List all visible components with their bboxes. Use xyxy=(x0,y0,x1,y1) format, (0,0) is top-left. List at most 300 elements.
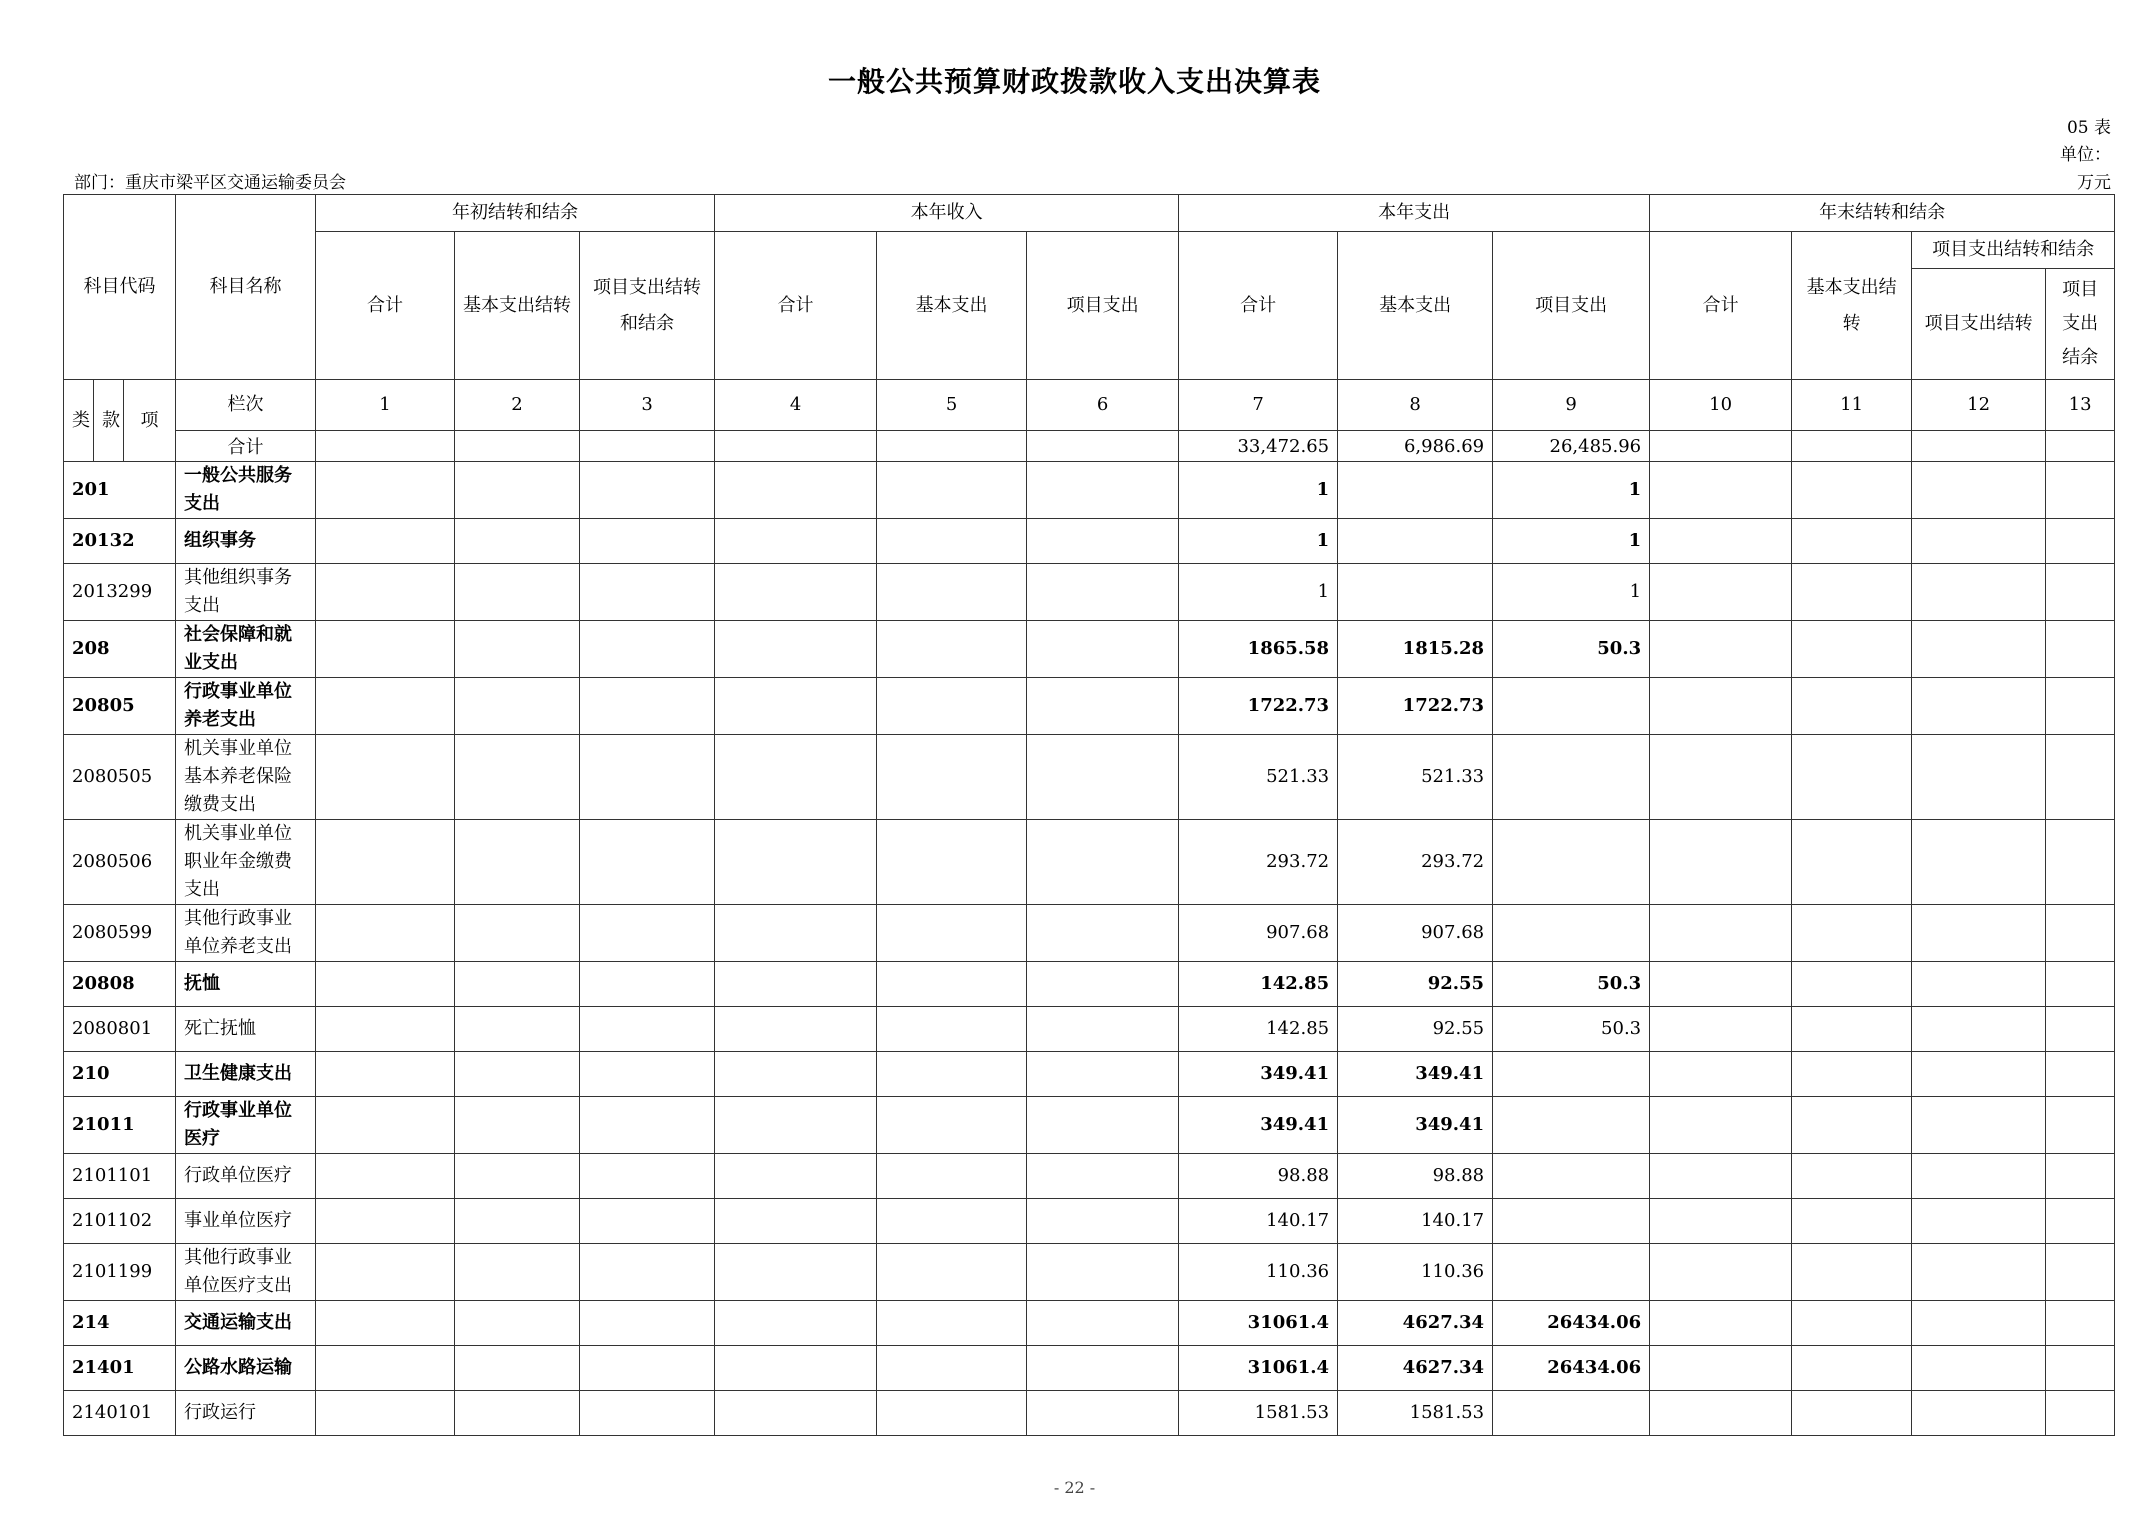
header-xiang: 项 xyxy=(124,380,176,462)
row-name: 交通运输支出 xyxy=(176,1301,316,1346)
empty-cell xyxy=(455,962,580,1007)
col-number: 2 xyxy=(455,380,580,431)
row-name: 公路水路运输 xyxy=(176,1346,316,1391)
row-code: 2101101 xyxy=(64,1154,176,1199)
empty-cell xyxy=(715,905,877,962)
row-c9 xyxy=(1493,1244,1650,1301)
header-group-expense: 本年支出 xyxy=(1179,195,1650,232)
table-row xyxy=(64,1007,2115,1052)
empty-cell xyxy=(1650,1007,1792,1052)
empty-cell xyxy=(316,1097,455,1154)
header-name: 科目名称 xyxy=(176,195,316,380)
row-name: 行政运行 xyxy=(176,1391,316,1436)
empty-cell xyxy=(877,1007,1027,1052)
empty-cell xyxy=(455,905,580,962)
empty-cell xyxy=(877,1244,1027,1301)
empty-cell xyxy=(1912,1007,2046,1052)
empty-cell xyxy=(316,1007,455,1052)
row-c8: 1815.28 xyxy=(1338,621,1493,678)
empty-cell xyxy=(455,735,580,820)
row-c7: 1722.73 xyxy=(1179,678,1338,735)
header-lei: 类 xyxy=(64,380,94,462)
empty-cell xyxy=(877,1097,1027,1154)
col-number: 11 xyxy=(1792,380,1912,431)
row-c9: 50.3 xyxy=(1493,962,1650,1007)
empty-cell xyxy=(877,1154,1027,1199)
empty-cell xyxy=(715,1301,877,1346)
empty-cell xyxy=(580,1007,715,1052)
row-code: 214 xyxy=(64,1301,176,1346)
empty-cell xyxy=(1912,1391,2046,1436)
header-group-begin: 年初结转和结余 xyxy=(316,195,715,232)
empty-cell xyxy=(1912,735,2046,820)
empty-cell xyxy=(715,820,877,905)
row-c9: 26434.06 xyxy=(1493,1301,1650,1346)
empty-cell xyxy=(1792,905,1912,962)
empty-cell xyxy=(715,1346,877,1391)
empty-cell xyxy=(877,1199,1027,1244)
empty-cell xyxy=(1650,905,1792,962)
table-row xyxy=(64,678,2115,735)
empty-cell xyxy=(2046,905,2115,962)
empty-cell xyxy=(715,519,877,564)
empty-cell xyxy=(1792,735,1912,820)
row-c9 xyxy=(1493,678,1650,735)
table-row xyxy=(64,735,2115,820)
col-number: 6 xyxy=(1027,380,1179,431)
empty-cell xyxy=(455,564,580,621)
empty-cell xyxy=(1650,1199,1792,1244)
empty-cell xyxy=(1792,678,1912,735)
table-row xyxy=(64,564,2115,621)
row-c8: 4627.34 xyxy=(1338,1301,1493,1346)
empty-cell xyxy=(877,1052,1027,1097)
empty-cell xyxy=(316,1244,455,1301)
empty-cell xyxy=(1650,1244,1792,1301)
row-code: 2080505 xyxy=(64,735,176,820)
row-c8 xyxy=(1338,519,1493,564)
empty-cell xyxy=(1650,462,1792,519)
empty-cell xyxy=(1912,621,2046,678)
empty-cell xyxy=(2046,1301,2115,1346)
header-begin-project-carry-balance: 项目支出结转和结余 xyxy=(580,232,715,380)
empty-cell xyxy=(1650,1154,1792,1199)
header-begin-basic-carry: 基本支出结转 xyxy=(455,232,580,380)
empty-cell xyxy=(1912,820,2046,905)
header-code: 科目代码 xyxy=(64,195,176,380)
row-c7: 349.41 xyxy=(1179,1097,1338,1154)
table-row xyxy=(64,1097,2115,1154)
empty-cell xyxy=(1792,1052,1912,1097)
row-c7: 1581.53 xyxy=(1179,1391,1338,1436)
empty-cell xyxy=(1792,820,1912,905)
empty-cell xyxy=(580,1301,715,1346)
empty-cell xyxy=(1912,1199,2046,1244)
empty-cell xyxy=(1792,462,1912,519)
row-name: 抚恤 xyxy=(176,962,316,1007)
empty-cell xyxy=(1027,519,1179,564)
header-end-basic-carry: 基本支出结转 xyxy=(1792,232,1912,380)
empty-cell xyxy=(316,1052,455,1097)
empty-cell xyxy=(2046,519,2115,564)
table-row xyxy=(64,820,2115,905)
empty-cell xyxy=(316,678,455,735)
empty-cell xyxy=(580,1199,715,1244)
empty-cell xyxy=(715,735,877,820)
empty-cell xyxy=(715,462,877,519)
budget-table xyxy=(63,194,2115,1436)
header-income-basic: 基本支出 xyxy=(877,232,1027,380)
total-expense-basic: 6,986.69 xyxy=(1338,431,1493,462)
row-code: 208 xyxy=(64,621,176,678)
department-label: 部门：重庆市梁平区交通运输委员会 xyxy=(74,173,346,193)
empty-cell xyxy=(1027,621,1179,678)
empty-cell xyxy=(455,1346,580,1391)
empty-cell xyxy=(455,519,580,564)
header-income-total: 合计 xyxy=(715,232,877,380)
empty-cell xyxy=(580,519,715,564)
empty-cell xyxy=(1027,1199,1179,1244)
row-code: 21011 xyxy=(64,1097,176,1154)
row-code: 21401 xyxy=(64,1346,176,1391)
empty-cell xyxy=(455,1244,580,1301)
table-row xyxy=(64,1301,2115,1346)
row-code: 2140101 xyxy=(64,1391,176,1436)
empty-cell xyxy=(580,1346,715,1391)
empty-cell xyxy=(2046,735,2115,820)
empty-cell xyxy=(455,1097,580,1154)
row-name: 行政事业单位养老支出 xyxy=(176,678,316,735)
col-number: 8 xyxy=(1338,380,1493,431)
empty-cell xyxy=(316,1346,455,1391)
empty-cell xyxy=(580,820,715,905)
empty-cell xyxy=(2046,1052,2115,1097)
empty-cell xyxy=(455,1391,580,1436)
empty-cell xyxy=(715,678,877,735)
empty-cell xyxy=(316,621,455,678)
empty-cell xyxy=(1912,1052,2046,1097)
empty-cell xyxy=(1912,519,2046,564)
empty-cell xyxy=(1650,1391,1792,1436)
header-expense-project: 项目支出 xyxy=(1493,232,1650,380)
table-row xyxy=(64,1346,2115,1391)
row-c7: 142.85 xyxy=(1179,962,1338,1007)
row-c7: 293.72 xyxy=(1179,820,1338,905)
empty-cell xyxy=(455,1052,580,1097)
header-income-project: 项目支出 xyxy=(1027,232,1179,380)
row-name: 卫生健康支出 xyxy=(176,1052,316,1097)
col-number: 4 xyxy=(715,380,877,431)
empty-cell xyxy=(1027,905,1179,962)
empty-cell xyxy=(1912,1301,2046,1346)
empty-cell xyxy=(1792,519,1912,564)
empty-cell xyxy=(877,519,1027,564)
empty-cell xyxy=(877,1346,1027,1391)
row-code: 210 xyxy=(64,1052,176,1097)
empty-cell xyxy=(1027,962,1179,1007)
empty-cell xyxy=(1792,1346,1912,1391)
empty-cell xyxy=(877,621,1027,678)
empty-cell xyxy=(715,1244,877,1301)
row-c7: 31061.4 xyxy=(1179,1301,1338,1346)
empty-cell xyxy=(580,1052,715,1097)
empty-cell xyxy=(1792,962,1912,1007)
row-c7: 31061.4 xyxy=(1179,1346,1338,1391)
empty-cell xyxy=(1027,820,1179,905)
empty-cell xyxy=(1912,462,2046,519)
row-code: 2101199 xyxy=(64,1244,176,1301)
row-name: 机关事业单位职业年金缴费支出 xyxy=(176,820,316,905)
empty-cell xyxy=(715,1199,877,1244)
row-c9: 50.3 xyxy=(1493,621,1650,678)
row-c9: 1 xyxy=(1493,564,1650,621)
row-name: 行政单位医疗 xyxy=(176,1154,316,1199)
empty-cell xyxy=(2046,564,2115,621)
empty-cell xyxy=(715,1052,877,1097)
row-c9 xyxy=(1493,820,1650,905)
row-c9 xyxy=(1493,1391,1650,1436)
col-number: 9 xyxy=(1493,380,1650,431)
row-name: 组织事务 xyxy=(176,519,316,564)
empty-cell xyxy=(316,1154,455,1199)
empty-cell xyxy=(1792,1097,1912,1154)
header-end-project-carry-group: 项目支出结转和结余 xyxy=(1912,232,2115,269)
empty-cell xyxy=(1912,1244,2046,1301)
empty-cell xyxy=(316,820,455,905)
empty-cell xyxy=(316,519,455,564)
row-code: 2080599 xyxy=(64,905,176,962)
empty-cell xyxy=(1792,1301,1912,1346)
row-c7: 349.41 xyxy=(1179,1052,1338,1097)
empty-cell xyxy=(1912,678,2046,735)
table-row xyxy=(64,962,2115,1007)
empty-cell xyxy=(580,905,715,962)
empty-cell xyxy=(580,735,715,820)
empty-cell xyxy=(715,1391,877,1436)
empty-cell xyxy=(2046,962,2115,1007)
row-c8 xyxy=(1338,564,1493,621)
header-begin-total: 合计 xyxy=(316,232,455,380)
empty-cell xyxy=(715,621,877,678)
header-end-project-carry: 项目支出结转 xyxy=(1912,269,2046,380)
empty-cell xyxy=(2046,1007,2115,1052)
row-c9 xyxy=(1493,1154,1650,1199)
empty-cell xyxy=(715,1154,877,1199)
row-code: 2080506 xyxy=(64,820,176,905)
row-c9: 50.3 xyxy=(1493,1007,1650,1052)
empty-cell xyxy=(580,678,715,735)
empty-cell xyxy=(877,462,1027,519)
empty-cell xyxy=(455,1007,580,1052)
empty-cell xyxy=(1027,1346,1179,1391)
row-c7: 1865.58 xyxy=(1179,621,1338,678)
row-c8: 92.55 xyxy=(1338,962,1493,1007)
empty-cell xyxy=(580,462,715,519)
table-row xyxy=(64,1052,2115,1097)
empty-cell xyxy=(2046,1097,2115,1154)
col-number: 12 xyxy=(1912,380,2046,431)
row-c7: 521.33 xyxy=(1179,735,1338,820)
row-c8: 521.33 xyxy=(1338,735,1493,820)
empty-cell xyxy=(1912,1154,2046,1199)
empty-cell xyxy=(2046,820,2115,905)
header-end-total: 合计 xyxy=(1650,232,1792,380)
empty-cell xyxy=(1792,564,1912,621)
table-row xyxy=(64,905,2115,962)
empty-cell xyxy=(1650,1301,1792,1346)
empty-cell xyxy=(455,621,580,678)
row-code: 2013299 xyxy=(64,564,176,621)
row-code: 20808 xyxy=(64,962,176,1007)
header-group-end: 年末结转和结余 xyxy=(1650,195,2115,232)
empty-cell xyxy=(2046,1244,2115,1301)
empty-cell xyxy=(877,564,1027,621)
empty-cell xyxy=(2046,1346,2115,1391)
empty-cell xyxy=(877,735,1027,820)
empty-cell xyxy=(2046,1154,2115,1199)
empty-cell xyxy=(1650,1097,1792,1154)
table-row xyxy=(64,1244,2115,1301)
empty-cell xyxy=(1650,564,1792,621)
total-expense-project: 26,485.96 xyxy=(1493,431,1650,462)
row-c9 xyxy=(1493,1199,1650,1244)
row-c8: 1722.73 xyxy=(1338,678,1493,735)
row-c7: 110.36 xyxy=(1179,1244,1338,1301)
row-name: 机关事业单位基本养老保险缴费支出 xyxy=(176,735,316,820)
unit-label: 单位： xyxy=(2060,145,2111,165)
empty-cell xyxy=(455,820,580,905)
row-name: 社会保障和就业支出 xyxy=(176,621,316,678)
page-title: 一般公共预算财政拨款收入支出决算表 xyxy=(827,65,1321,98)
empty-cell xyxy=(580,1391,715,1436)
row-c9: 1 xyxy=(1493,462,1650,519)
empty-cell xyxy=(580,1154,715,1199)
empty-cell xyxy=(877,1391,1027,1436)
empty-cell xyxy=(715,564,877,621)
row-c7: 140.17 xyxy=(1179,1199,1338,1244)
table-row xyxy=(64,462,2115,519)
empty-cell xyxy=(1650,820,1792,905)
empty-cell xyxy=(1027,462,1179,519)
empty-cell xyxy=(316,462,455,519)
header-group-income: 本年收入 xyxy=(715,195,1179,232)
empty-cell xyxy=(1792,1391,1912,1436)
row-name: 事业单位医疗 xyxy=(176,1199,316,1244)
total-row-label: 合计 xyxy=(176,431,316,462)
empty-cell xyxy=(580,962,715,1007)
col-number: 1 xyxy=(316,380,455,431)
table-row xyxy=(64,1391,2115,1436)
empty-cell xyxy=(1912,905,2046,962)
table-body xyxy=(64,462,2115,1436)
empty-cell xyxy=(2046,621,2115,678)
empty-cell xyxy=(1650,735,1792,820)
header-kuan: 款 xyxy=(94,380,124,462)
empty-cell xyxy=(1027,1007,1179,1052)
empty-cell xyxy=(877,962,1027,1007)
header-expense-total: 合计 xyxy=(1179,232,1338,380)
row-code: 2101102 xyxy=(64,1199,176,1244)
empty-cell xyxy=(580,1244,715,1301)
table-row xyxy=(64,621,2115,678)
empty-cell xyxy=(316,905,455,962)
row-c8: 98.88 xyxy=(1338,1154,1493,1199)
empty-cell xyxy=(715,1007,877,1052)
empty-cell xyxy=(1792,1154,1912,1199)
empty-cell xyxy=(877,905,1027,962)
header-expense-basic: 基本支出 xyxy=(1338,232,1493,380)
row-name: 其他行政事业单位医疗支出 xyxy=(176,1244,316,1301)
row-c7: 98.88 xyxy=(1179,1154,1338,1199)
row-c8: 1581.53 xyxy=(1338,1391,1493,1436)
empty-cell xyxy=(580,621,715,678)
empty-cell xyxy=(1792,1199,1912,1244)
row-name: 其他行政事业单位养老支出 xyxy=(176,905,316,962)
empty-cell xyxy=(1792,621,1912,678)
form-number: 05 表 xyxy=(2066,118,2111,138)
empty-cell xyxy=(2046,678,2115,735)
empty-cell xyxy=(2046,462,2115,519)
col-number: 7 xyxy=(1179,380,1338,431)
row-name: 行政事业单位医疗 xyxy=(176,1097,316,1154)
row-name: 死亡抚恤 xyxy=(176,1007,316,1052)
row-c8: 349.41 xyxy=(1338,1097,1493,1154)
empty-cell xyxy=(1792,1007,1912,1052)
empty-cell xyxy=(877,1301,1027,1346)
page-number: - 22 - xyxy=(1053,1478,1096,1497)
row-code: 201 xyxy=(64,462,176,519)
table-row xyxy=(64,1199,2115,1244)
row-c9: 1 xyxy=(1493,519,1650,564)
row-c8: 92.55 xyxy=(1338,1007,1493,1052)
table-row xyxy=(64,1154,2115,1199)
empty-cell xyxy=(1027,1301,1179,1346)
row-c7: 907.68 xyxy=(1179,905,1338,962)
empty-cell xyxy=(877,678,1027,735)
row-c9 xyxy=(1493,735,1650,820)
col-number: 10 xyxy=(1650,380,1792,431)
empty-cell xyxy=(455,462,580,519)
row-c8: 110.36 xyxy=(1338,1244,1493,1301)
row-c9: 26434.06 xyxy=(1493,1346,1650,1391)
empty-cell xyxy=(316,1301,455,1346)
empty-cell xyxy=(316,735,455,820)
table-row xyxy=(64,519,2115,564)
row-name: 一般公共服务支出 xyxy=(176,462,316,519)
unit-value: 万元 xyxy=(2077,173,2111,193)
empty-cell xyxy=(1027,1391,1179,1436)
empty-cell xyxy=(1912,962,2046,1007)
col-number: 13 xyxy=(2046,380,2115,431)
empty-cell xyxy=(1792,1244,1912,1301)
row-c7: 1 xyxy=(1179,519,1338,564)
empty-cell xyxy=(1027,678,1179,735)
col-number: 5 xyxy=(877,380,1027,431)
row-c8: 293.72 xyxy=(1338,820,1493,905)
row-code: 2080801 xyxy=(64,1007,176,1052)
row-code: 20132 xyxy=(64,519,176,564)
empty-cell xyxy=(1650,1052,1792,1097)
empty-cell xyxy=(715,962,877,1007)
empty-cell xyxy=(1027,1154,1179,1199)
empty-cell xyxy=(715,1097,877,1154)
header-end-project-balance: 项目支出结余 xyxy=(2046,269,2115,380)
empty-cell xyxy=(580,564,715,621)
row-c9 xyxy=(1493,1052,1650,1097)
empty-cell xyxy=(455,1301,580,1346)
row-c7: 1 xyxy=(1179,462,1338,519)
empty-cell xyxy=(1027,1052,1179,1097)
